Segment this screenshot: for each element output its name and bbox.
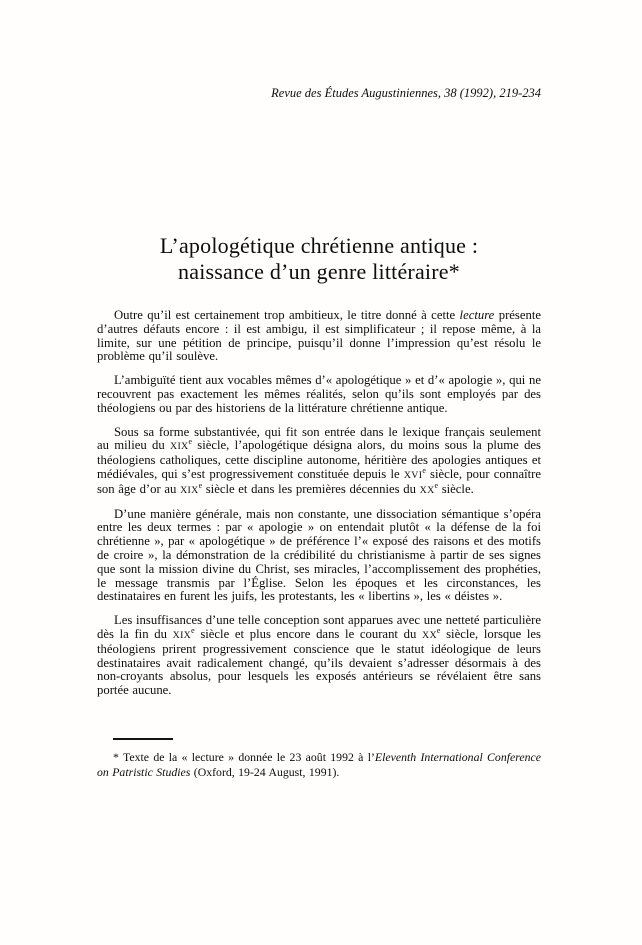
footnote-separator bbox=[113, 738, 173, 740]
footnote: * Texte de la « lecture » donnée le 23 août 1992 à l’Eleventh International Conference on Patristic Studies (Oxford, 19-24 August, 1991). bbox=[97, 750, 541, 779]
body-paragraph-4: D’une manière générale, mais non constante, une dissociation sémantique s’opéra entre les deux termes : par « apologie » on entendait plutôt « la défense de la foi chrétienne », par « apologétique » de préférence l’« exposé des raisons et des motifs de croire », la démonstration de la crédibilité du christianisme à partir de ses signes que sont la mission divine du Christ, ses miracles, l’accomplissement des prophéties, le message transmis par l’Église. Selon les époques et les circonstances, les destinataires en furent les juifs, les protestants, les « libertins », les « déistes ». bbox=[97, 506, 541, 604]
body-paragraph-2: L’ambiguïté tient aux vocables mêmes d’« apologétique » et d’« apologie », qui ne recouvrent pas exactement les mêmes réalités, selon qu’ils sont employés par des théologiens ou par des historiens de la littérature chrétienne antique. bbox=[97, 373, 541, 415]
article-title-line1: L’apologétique chrétienne antique : bbox=[159, 233, 479, 258]
text-column bbox=[97, 0, 541, 945]
article-title-line2: naissance d’un genre littéraire* bbox=[178, 258, 460, 284]
body-paragraph-1: Outre qu’il est certainement trop ambitieux, le titre donné à cette lecture présente d’autres défauts encore : il est ambigu, il est simplificateur ; il repose même, à la limite, sur une pétition de principe, puisqu’il donne l’impression qu’est résolu le problème qu’il soulève. bbox=[97, 308, 541, 364]
article-title bbox=[97, 233, 541, 284]
journal-reference: Revue des Études Augustiniennes, 38 (1992), 219-234 bbox=[271, 86, 541, 100]
article-body bbox=[97, 309, 541, 708]
body-paragraph-5: Les insuffisances d’une telle conception sont apparues avec une netteté particulière dès la fin du XIXe siècle et plus encore dans le courant du XXe siècle, lorsque les théologiens prirent progressivement conscience que le statut idéologique de leurs destinataires avait radicalement changé, qu’ils devaient s’adresser désormais à des non-croyants absolus, pour lesquels les exposés antérieurs se révélaient être sans portée aucune. bbox=[97, 613, 541, 698]
body-paragraph-3: Sous sa forme substantivée, qui fit son entrée dans le lexique français seulement au milieu du XIXe siècle, l’apologétique désigna alors, du moins sous la plume des théologiens catholiques, cette discipline autonome, héritière des apologies antiques et médiévales, qui s’est progressivement constituée depuis le XVIe siècle, pour connaître son âge d’or au XIXe siècle et dans les premières décennies du XXe siècle. bbox=[97, 424, 541, 496]
